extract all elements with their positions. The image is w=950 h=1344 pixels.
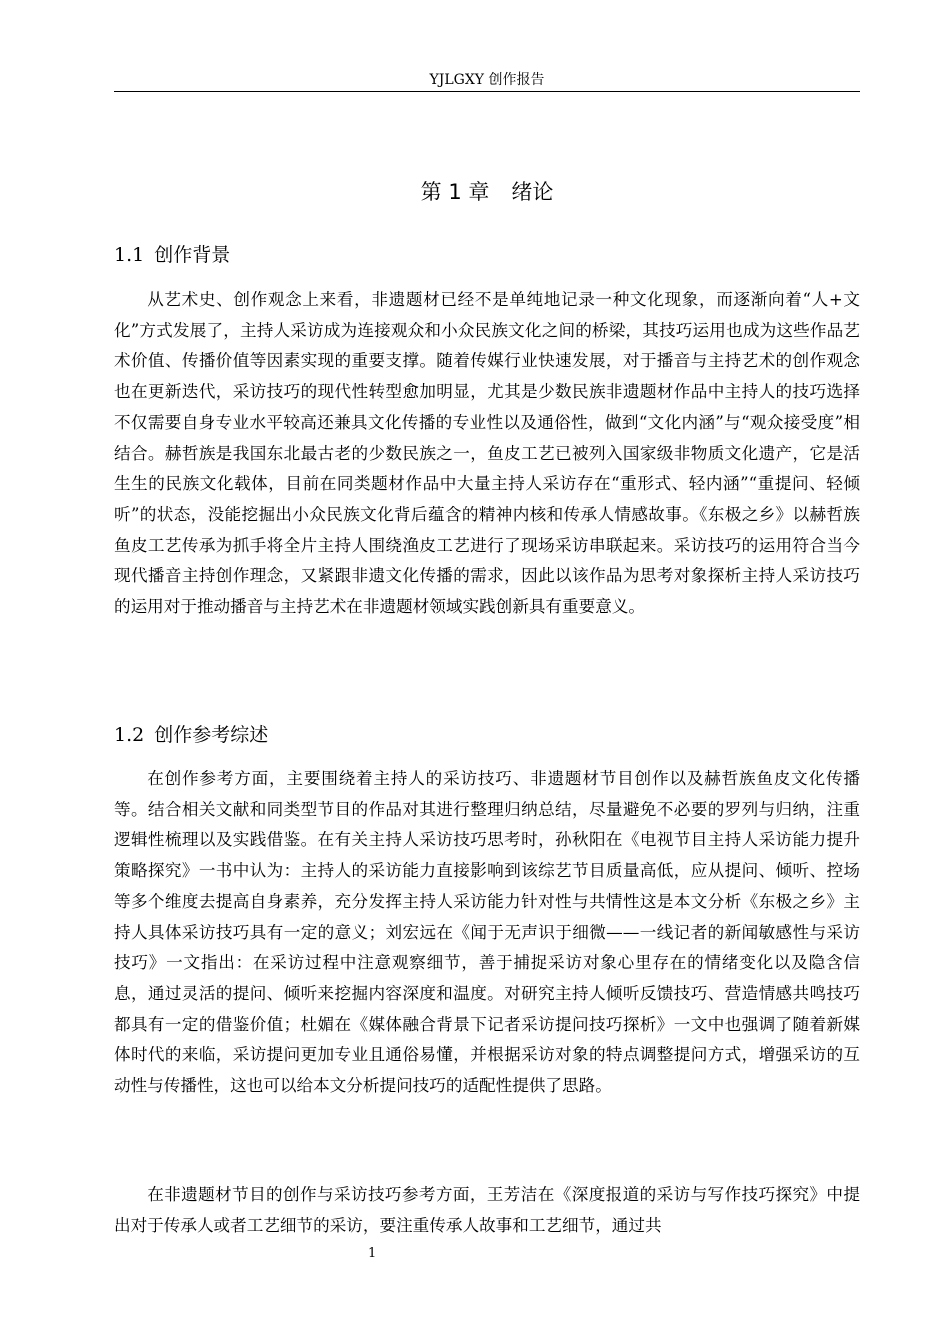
section-heading-1-2 [114, 720, 268, 750]
running-header: YJLGXY 创作报告 [429, 72, 545, 88]
section-number: 1.1 [114, 244, 145, 266]
body-paragraph: 在非遗题材节目的创作与采访技巧参考方面，王芳洁在《深度报道的采访与写作技巧探究》中提出对于传承人或者工艺细节的采访，要注重传承人故事和工艺细节，通过共 [114, 1185, 860, 1235]
body-paragraph: 在创作参考方面，主要围绕着主持人的采访技巧、非遗题材节目创作以及赫哲族鱼皮文化传播等。结合相关文献和同类型节目的作品对其进行整理归纳总结，尽量避免不必要的罗列与归纳，注重逻辑性梳理以及实践借鉴。在有关主持人采访技巧思考时，孙秋阳在《电视节目主持人采访能力提升策略探究》一书中认为：主持人的采访能力直接影响到该综艺节目质量高低，应从提问、倾听、控场等多个维度去提高自身素养，充分发挥主持人采访能力针对性与共情性这是本文分析《东极之乡》主持人具体采访技巧具有一定的意义；刘宏远在《闻于无声识于细微——一线记者的新闻敏感性与采访技巧》一文指出：在采访过程中注意观察细节，善于捕捉采访对象心里存在的情绪变化以及隐含信息，通过灵活的提问、倾听来挖掘内容深度和温度。对研究主持人倾听反馈技巧、营造情感共鸣技巧都具有一定的借鉴价值；杜媚在《媒体融合背景下记者采访提问技巧探析》一文中也强调了随着新媒体时代的来临，采访提问更加专业且通俗易懂，并根据采访对象的特点调整提问方式，增强采访的互动性与传播性，这也可以给本文分析提问技巧的适配性提供了思路。 [114, 769, 860, 1096]
section-title: 创作背景 [154, 244, 231, 266]
page-number: 1 [368, 1246, 377, 1261]
section-number: 1.2 [114, 724, 145, 746]
chapter-title: 绪论 [511, 180, 554, 204]
section-heading-1-1 [114, 240, 230, 270]
chapter-heading [114, 176, 860, 208]
header-rule [114, 91, 860, 92]
section-title: 创作参考综述 [154, 724, 269, 746]
chapter-number: 第 1 章 [420, 180, 490, 204]
body-paragraph: 从艺术史、创作观念上来看，非遗题材已经不是单纯地记录一种文化现象，而逐渐向着“人+文化”方式发展了，主持人采访成为连接观众和小众民族文化之间的桥梁，其技巧运用也成为这些作品艺术价值、传播价值等因素实现的重要支撑。随着传媒行业快速发展，对于播音与主持艺术的创作观念也在更新迭代，采访技巧的现代性转型愈加明显，尤其是少数民族非遗题材作品中主持人的技巧选择不仅需要自身专业水平较高还兼具文化传播的专业性以及通俗性，做到“文化内涵”与“观众接受度”相结合。赫哲族是我国东北最古老的少数民族之一，鱼皮工艺已被列入国家级非物质文化遗产，它是活生生的民族文化载体，目前在同类题材作品中大量主持人采访存在“重形式、轻内涵”“重提问、轻倾听”的状态，没能挖掘出小众民族文化背后蕴含的精神内核和传承人情感故事。《东极之乡》以赫哲族鱼皮工艺传承为抓手将全片主持人围绕渔皮工艺进行了现场采访串联起来。采访技巧的运用符合当今现代播音主持创作理念，又紧跟非遗文化传播的需求，因此以该作品为思考对象探析主持人采访技巧的运用对于推动播音与主持艺术在非遗题材领域实践创新具有重要意义。 [114, 290, 860, 617]
